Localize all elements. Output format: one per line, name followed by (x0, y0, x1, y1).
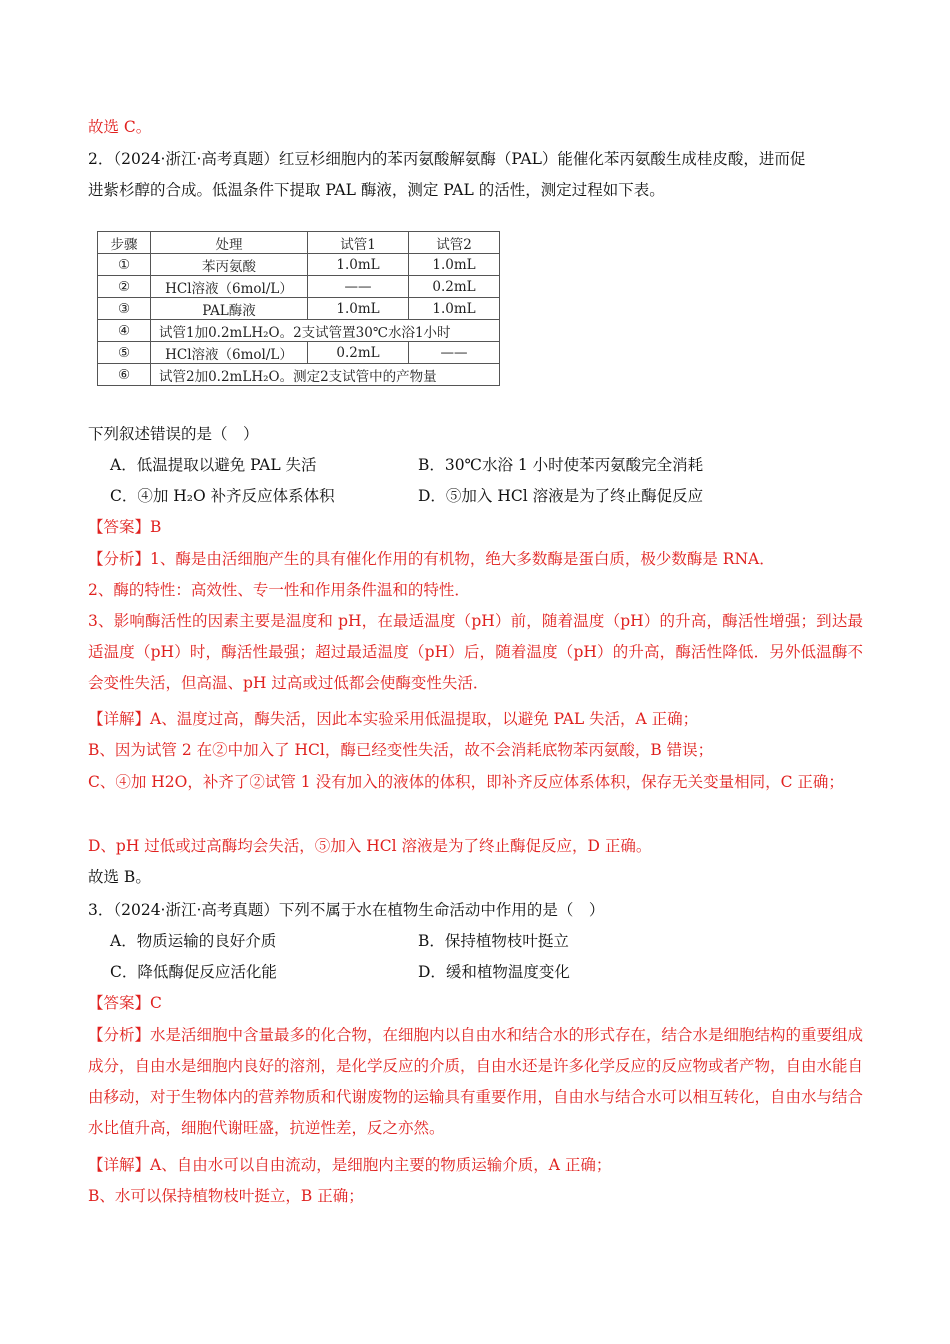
q2-answer: 【答案】B (88, 518, 162, 536)
table-header: 试管2 (409, 232, 500, 254)
table-header: 试管1 (308, 232, 409, 254)
table-cell: ② (98, 276, 151, 298)
q2-option-c: C．④加 H₂O 补齐反应体系体积 (110, 487, 335, 505)
q2-detail-c: C、④加 H2O，补齐了②试管 1 没有加入的液体的体积，即补齐反应体系体积，保存无关变量相同，C 正确； (88, 773, 844, 791)
table-header: 处理 (151, 232, 308, 254)
q2-stem-line2: 进紫杉醇的合成。低温条件下提取 PAL 酶液，测定 PAL 的活性，测定过程如下表。 (88, 181, 665, 199)
table-cell: 1.0mL (409, 298, 500, 320)
table-cell: ⑥ (98, 364, 151, 386)
q2-question: 下列叙述错误的是（ ） (88, 425, 259, 443)
q3-option-c: C．降低酶促反应活化能 (110, 963, 277, 981)
q2-option-b: B．30℃水浴 1 小时使苯丙氨酸完全消耗 (418, 456, 704, 474)
q3-stem: 3．（2024·浙江·高考真题）下列不属于水在植物生命活动中作用的是（ ） (88, 901, 605, 919)
table-row (98, 298, 500, 320)
q3-option-a: A．物质运输的良好介质 (110, 932, 277, 950)
q2-detail-a: 【详解】A、温度过高，酶失活，因此本实验采用低温提取，以避免 PAL 失活，A 正确； (88, 710, 699, 728)
table-row (98, 364, 500, 386)
q3-detail-b: B、水可以保持植物枝叶挺立，B 正确； (88, 1187, 364, 1205)
q2-conclusion: 故选 B。 (88, 868, 151, 886)
table-cell: 0.2mL (308, 342, 409, 364)
q3-analysis: 【分析】水是活细胞中含量最多的化合物，在细胞内以自由水和结合水的形式存在，结合水是细胞结构的重要组成成分，自由水是细胞内良好的溶剂，是化学反应的介质，自由水还是许多化学反应的反应物或者产物，自由水能自由移动，对于生物体内的营养物质和代谢废物的运输具有重要作用，自由水与结合水可以相互转化，自由水与结合水比值升高，细胞代谢旺盛，抗逆性差，反之亦然。 (88, 1026, 864, 1137)
table-cell: 苯丙氨酸 (151, 254, 308, 276)
table-cell: ④ (98, 320, 151, 342)
q3-answer: 【答案】C (88, 994, 162, 1012)
q2-analysis-2: 2、酶的特性：高效性、专一性和作用条件温和的特性． (88, 581, 470, 599)
q3-option-d: D．缓和植物温度变化 (418, 963, 570, 981)
table-header: 步骤 (98, 232, 151, 254)
table-cell: HCl溶液（6mol/L） (151, 276, 308, 298)
q2-analysis-3: 3、影响酶活性的因素主要是温度和 pH，在最适温度（pH）前，随着温度（pH）的升高，酶活性增强；到达最适温度（pH）时，酶活性最强；超过最适温度（pH）后，随着温度（pH）的升高，酶活性降低．另外低温酶不会变性失活，但高温、pH 过高或过低都会使酶变性失活． (88, 612, 863, 692)
table-row (98, 254, 500, 276)
table-cell: HCl溶液（6mol/L） (151, 342, 308, 364)
table-cell: ① (98, 254, 151, 276)
table-cell: —— (409, 342, 500, 364)
table-row (98, 342, 500, 364)
experiment-table (97, 231, 500, 386)
table-row (98, 276, 500, 298)
table-cell: ③ (98, 298, 151, 320)
q2-option-d: D．⑤加入 HCl 溶液是为了终止酶促反应 (418, 487, 704, 505)
q2-analysis-1: 【分析】1、酶是由活细胞产生的具有催化作用的有机物，绝大多数酶是蛋白质，极少数酶是 RNA． (88, 550, 775, 568)
q2-stem-line1: 2．（2024·浙江·高考真题）红豆杉细胞内的苯丙氨酸解氨酶（PAL）能催化苯丙氨酸生成桂皮酸，进而促 (88, 150, 806, 168)
table-cell-merged: 试管2加0.2mLH₂O。测定2支试管中的产物量 (151, 364, 500, 386)
table-cell-merged: 试管1加0.2mLH₂O。2支试管置30℃水浴1小时 (151, 320, 500, 342)
q2-detail-d: D、pH 过低或过高酶均会失活，⑤加入 HCl 溶液是为了终止酶促反应，D 正确。 (88, 837, 652, 855)
table-cell: PAL酶液 (151, 298, 308, 320)
table-row (98, 320, 500, 342)
table-cell: ⑤ (98, 342, 151, 364)
prev-conclusion: 故选 C。 (88, 118, 152, 136)
q2-detail-b: B、因为试管 2 在②中加入了 HCl，酶已经变性失活，故不会消耗底物苯丙氨酸，B 错误； (88, 741, 714, 759)
table-cell: —— (308, 276, 409, 298)
q2-option-a: A．低温提取以避免 PAL 失活 (110, 456, 317, 474)
table-cell: 1.0mL (409, 254, 500, 276)
table-header-row (98, 232, 500, 254)
table-cell: 1.0mL (308, 298, 409, 320)
q3-option-b: B．保持植物枝叶挺立 (418, 932, 569, 950)
table-cell: 1.0mL (308, 254, 409, 276)
table-cell: 0.2mL (409, 276, 500, 298)
q3-detail-a: 【详解】A、自由水可以自由流动，是细胞内主要的物质运输介质，A 正确； (88, 1156, 612, 1174)
